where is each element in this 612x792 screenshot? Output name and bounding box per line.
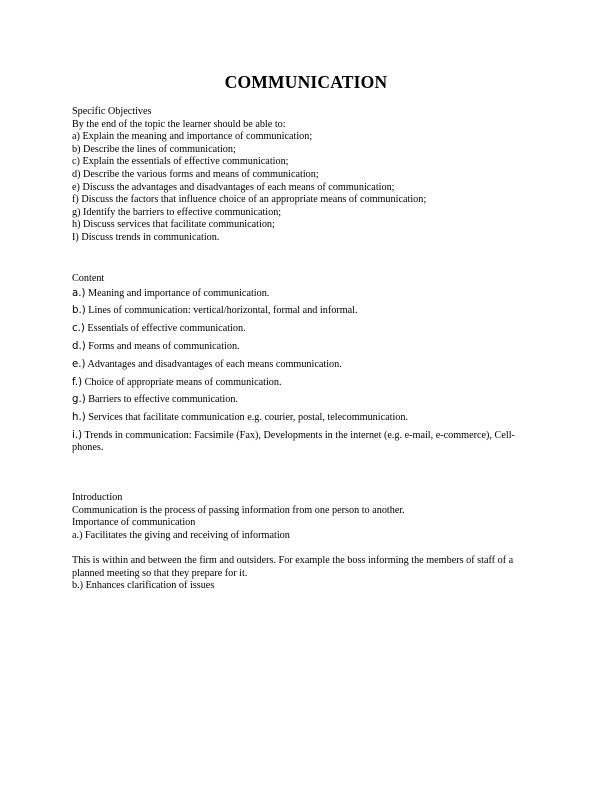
content-item-marker: f.) xyxy=(72,376,83,388)
introduction-heading: Introduction xyxy=(72,492,123,503)
content-item-marker: i.) xyxy=(72,429,83,441)
content-item-text: Choice of appropriate means of communication. xyxy=(84,376,282,388)
content-item-text: Trends in communication: Facsimile (Fax), Developments in the internet (e.g. e-mail, e-commerce), Cell-phones. xyxy=(72,429,515,454)
content-section xyxy=(72,273,542,460)
content-item xyxy=(72,305,542,318)
content-item xyxy=(72,430,542,455)
content-item-text: Lines of communication: vertical/horizontal, formal and informal. xyxy=(88,305,358,317)
content-item xyxy=(72,394,542,407)
content-item xyxy=(72,341,542,354)
content-heading: Content xyxy=(72,273,105,284)
objectives-intro: By the end of the topic the learner should be able to: xyxy=(72,118,286,130)
objective-item: a) Explain the meaning and importance of communication; xyxy=(72,131,313,143)
content-item-text: Meaning and importance of communication. xyxy=(88,287,270,299)
objective-item: b) Describe the lines of communication; xyxy=(72,143,236,155)
objectives-heading: Specific Objectives xyxy=(72,106,152,117)
content-item-text: Forms and means of communication. xyxy=(88,340,240,352)
objective-item: e) Discuss the advantages and disadvantages of each means of communication; xyxy=(72,181,395,193)
objective-item: h) Discuss services that facilitate communication; xyxy=(72,219,275,231)
content-item-text: Essentials of effective communication. xyxy=(87,323,246,335)
content-item-marker: b.) xyxy=(72,305,86,317)
content-item-marker: e.) xyxy=(72,358,86,370)
page-title: COMMUNICATION xyxy=(224,72,388,92)
objective-item: f) Discuss the factors that influence choice of an appropriate means of communication; xyxy=(72,194,427,206)
content-item-marker: g.) xyxy=(72,394,86,406)
importance-paragraph: This is within and between the firm and outsiders. For example the boss informing the members of staff of a planned meeting so that they prepare for it. xyxy=(72,554,514,579)
importance-heading: Importance of communication xyxy=(72,517,196,529)
content-item-marker: a.) xyxy=(72,287,86,299)
objective-item: d) Describe the various forms and means of communication; xyxy=(72,168,319,180)
paragraph-spacer xyxy=(72,542,542,555)
content-item-marker: h.) xyxy=(72,412,86,424)
communication-definition: Communication is the process of passing information from one person to another. xyxy=(72,504,405,516)
content-item-text: Barriers to effective communication. xyxy=(88,394,238,406)
content-item xyxy=(72,412,542,425)
objective-item: c) Explain the essentials of effective communication; xyxy=(72,156,289,168)
importance-point-a: a.) Facilitates the giving and receiving of information xyxy=(72,529,290,541)
content-item-text: Services that facilitate communication e.g. courier, postal, telecommunication. xyxy=(88,412,409,424)
objective-item: g) Identify the barriers to effective communication; xyxy=(72,206,282,218)
objectives-section xyxy=(72,106,542,245)
importance-point-b: b.) Enhances clarification of issues xyxy=(72,580,215,592)
content-item xyxy=(72,288,542,301)
content-item-text: Advantages and disadvantages of each means communication. xyxy=(87,358,342,370)
content-item-marker: d.) xyxy=(72,340,86,352)
introduction-section xyxy=(72,492,542,593)
objective-item: I) Discuss trends in communication. xyxy=(72,231,220,243)
content-item-marker: c.) xyxy=(72,323,85,335)
content-item xyxy=(72,377,542,390)
content-item xyxy=(72,359,542,372)
content-item xyxy=(72,323,542,336)
